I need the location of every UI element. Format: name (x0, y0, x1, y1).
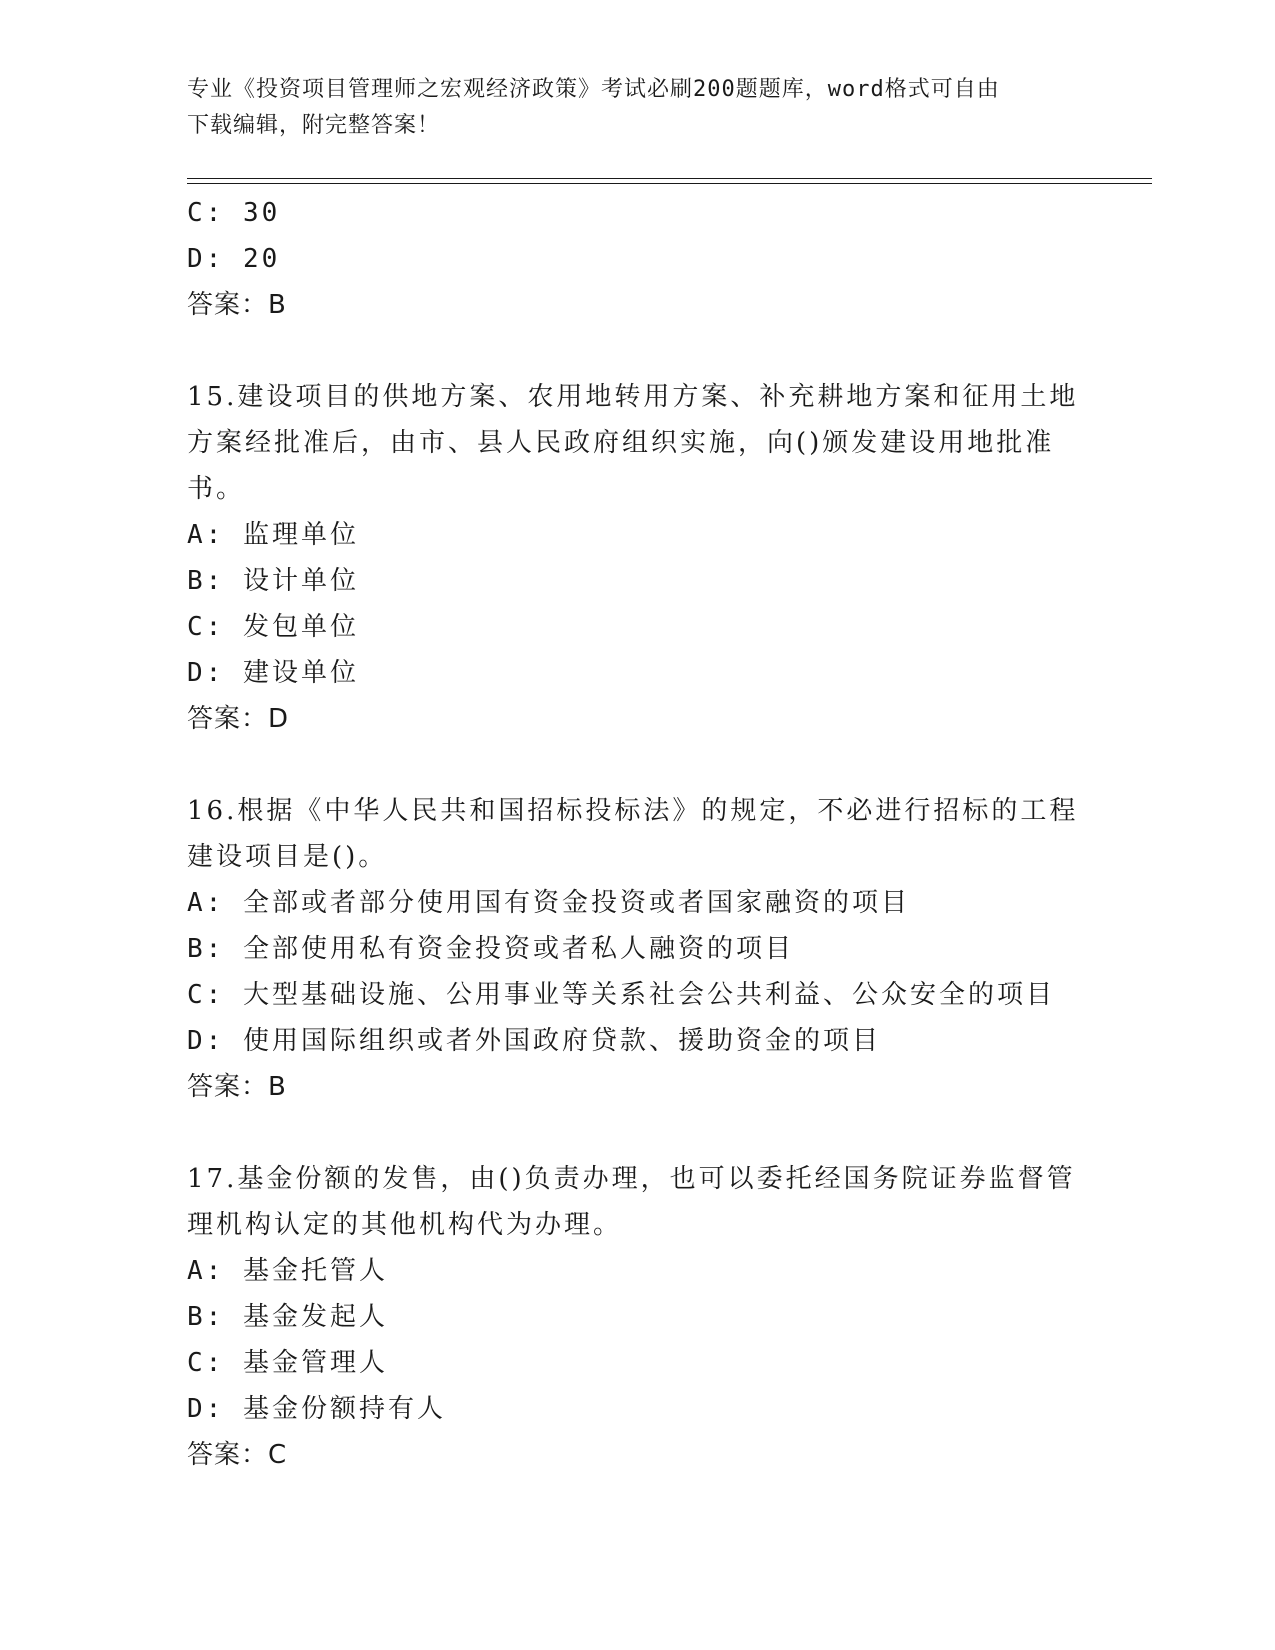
spacer (187, 328, 1087, 374)
spacer (187, 1110, 1087, 1156)
answer-line: 答案：C (187, 1440, 288, 1470)
question-stem-line: 建设项目是()。 (187, 842, 388, 872)
option-c: C: 基金管理人 (187, 1348, 388, 1378)
question-stem-line: 方案经批准后，由市、县人民政府组织实施，向()颁发建设用地批准 (187, 428, 1055, 458)
question-stem-line: 15.建设项目的供地方案、农用地转用方案、补充耕地方案和征用土地 (187, 382, 1079, 412)
option-b: B: 基金发起人 (187, 1302, 388, 1332)
option-c: C: 大型基础设施、公用事业等关系社会公共利益、公众安全的项目 (187, 980, 1055, 1010)
header-rule-top (187, 178, 1152, 179)
question-16 (187, 788, 1087, 1110)
question-17 (187, 1156, 1087, 1478)
option-c: C: 30 (187, 198, 281, 228)
question-stem-line: 16.根据《中华人民共和国招标投标法》的规定，不必进行招标的工程 (187, 796, 1079, 826)
option-b: B: 全部使用私有资金投资或者私人融资的项目 (187, 934, 794, 964)
question-stem-line: 理机构认定的其他机构代为办理。 (187, 1210, 623, 1240)
question-stem-line: 17.基金份额的发售，由()负责办理，也可以委托经国务院证券监督管 (187, 1164, 1076, 1194)
option-a: A: 全部或者部分使用国有资金投资或者国家融资的项目 (187, 888, 910, 918)
answer-line: 答案：D (187, 704, 290, 734)
answer-line: 答案：B (187, 1072, 287, 1102)
header-rule-bottom (187, 183, 1152, 184)
option-d: D: 20 (187, 244, 281, 274)
question-15 (187, 374, 1087, 742)
option-d: D: 建设单位 (187, 658, 359, 688)
question-content (187, 190, 1087, 1478)
option-a: A: 监理单位 (187, 520, 359, 550)
option-b: B: 设计单位 (187, 566, 359, 596)
option-c: C: 发包单位 (187, 612, 359, 642)
page-header (187, 72, 1087, 144)
option-d: D: 基金份额持有人 (187, 1394, 446, 1424)
header-line-1: 专业《投资项目管理师之宏观经济政策》考试必刷200题题库，word格式可自由 (187, 77, 1000, 102)
answer-line: 答案：B (187, 290, 287, 320)
option-a: A: 基金托管人 (187, 1256, 388, 1286)
question-stem-line: 书。 (187, 474, 246, 504)
header-line-2: 下载编辑，附完整答案！ (187, 113, 441, 138)
carryover-block (187, 190, 1087, 328)
spacer (187, 742, 1087, 788)
option-d: D: 使用国际组织或者外国政府贷款、援助资金的项目 (187, 1026, 881, 1056)
